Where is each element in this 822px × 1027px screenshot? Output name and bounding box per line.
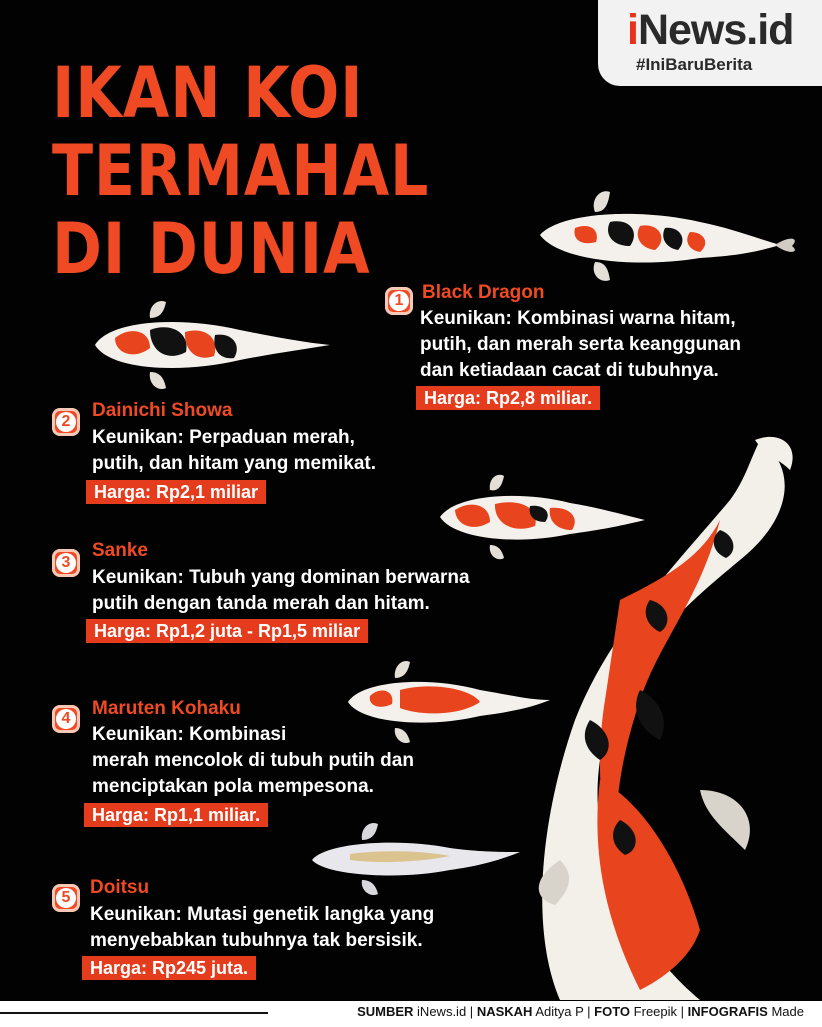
entry-2-desc-line-1: Keunikan: Perpaduan merah, [92, 427, 355, 448]
entry-2-desc-line-2: putih, dan hitam yang memikat. [92, 453, 376, 474]
logo-tagline: #IniBaruBerita [636, 55, 753, 74]
entry-3-number-badge [52, 549, 80, 577]
title-line-1: IKAN KOI [52, 52, 364, 134]
entry-1-number-badge [385, 287, 413, 315]
logo-i: i [627, 6, 638, 54]
entry-1-name: Black Dragon [422, 282, 545, 303]
footer-separator-3: | [680, 1004, 685, 1019]
footer-source-label: SUMBER [357, 1004, 414, 1019]
entry-1-price: Harga: Rp2,8 miliar. [416, 386, 600, 410]
footer-source-value: iNews.id [417, 1004, 467, 1019]
footer-rule [0, 1012, 268, 1014]
footer-graphic-label: INFOGRAFIS [687, 1004, 768, 1019]
entry-4-name: Maruten Kohaku [92, 698, 241, 719]
entry-3-name: Sanke [92, 540, 148, 561]
maruten-kohaku-koi-illustration [348, 661, 550, 743]
entry-4-desc-line-3: menciptakan pola mempesona. [92, 776, 374, 797]
entry-4-desc-line-1: Keunikan: Kombinasi [92, 724, 287, 745]
title-line-3: DI DUNIA [52, 208, 371, 290]
entry-5-number: 5 [56, 888, 76, 908]
entry-2-number-badge [52, 408, 80, 436]
entry-2-price: Harga: Rp2,1 miliar [86, 480, 266, 504]
footer-separator-2: | [587, 1004, 591, 1019]
entry-2-name: Dainichi Showa [92, 400, 233, 421]
doitsu-koi-illustration [312, 823, 520, 895]
title-line-2: TERMAHAL [52, 130, 430, 212]
entry-1-desc-line-2: putih, dan merah serta keanggunan [420, 334, 741, 355]
footer-photo-value: Freepik [633, 1004, 678, 1019]
entry-5-desc-line-1: Keunikan: Mutasi genetik langka yang [90, 904, 435, 925]
entry-3-number: 3 [56, 553, 76, 573]
entry-4-desc-line-2: merah mencolok di tubuh putih dan [92, 750, 414, 771]
sanke-koi-illustration [440, 475, 645, 559]
entry-5-number-badge [52, 884, 80, 912]
footer-credits [357, 1004, 804, 1019]
entry-3-desc-line-2: putih dengan tanda merah dan hitam. [92, 593, 430, 614]
entry-4-number: 4 [56, 709, 76, 729]
entry-1-desc-line-1: Keunikan: Kombinasi warna hitam, [420, 308, 736, 329]
entry-5-desc-line-2: menyebabkan tubuhnya tak bersisik. [90, 930, 423, 951]
entry-5-price: Harga: Rp245 juta. [82, 956, 256, 980]
footer-graphic-value: Made [771, 1004, 804, 1019]
dainichi-showa-koi-illustration [95, 301, 330, 389]
footer-photo-label: FOTO [594, 1004, 631, 1019]
entry-3-price: Harga: Rp1,2 juta - Rp1,5 miliar [86, 619, 368, 643]
entry-1-desc-line-3: dan ketiadaan cacat di tubuhnya. [420, 360, 719, 381]
footer-writer-label: NASKAH [476, 1004, 533, 1019]
footer-writer-value: Aditya P [535, 1004, 584, 1019]
footer-separator-1: | [469, 1004, 474, 1019]
black-dragon-koi-illustration [540, 191, 795, 281]
entry-5-name: Doitsu [90, 877, 150, 898]
entry-2-number: 2 [56, 412, 76, 432]
entry-4-number-badge [52, 705, 80, 733]
logo-name: News.id [637, 6, 794, 54]
entry-4-price: Harga: Rp1,1 miliar. [84, 803, 268, 827]
entry-3-desc-line-1: Keunikan: Tubuh yang dominan berwarna [92, 567, 470, 588]
entry-1-number: 1 [389, 291, 409, 311]
